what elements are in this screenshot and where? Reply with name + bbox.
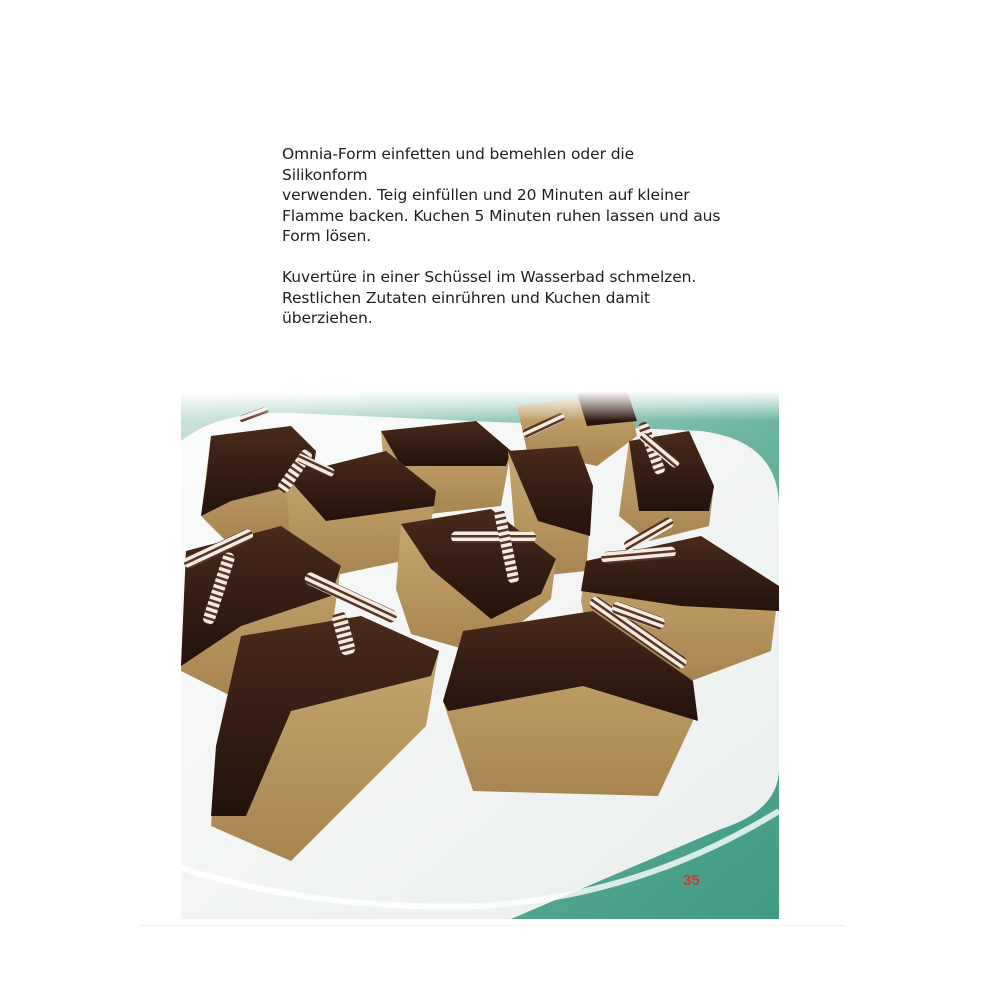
cake-photo (181, 391, 779, 919)
page-divider (140, 925, 845, 926)
recipe-instructions (282, 144, 722, 329)
instruction-paragraph-glaze: Kuvertüre in einer Schüssel im Wasserbad schmelzen. Restlichen Zutaten einrühren und Kuchen damit überziehen. (282, 268, 697, 327)
page-number: 35 (683, 872, 700, 889)
instruction-paragraph-baking: Omnia-Form einfetten und bemehlen oder die Silikonform verwenden. Teig einfüllen und 20 Minuten auf kleiner Flamme backen. Kuchen 5 Minuten ruhen lassen und aus Form lösen. (282, 145, 721, 245)
